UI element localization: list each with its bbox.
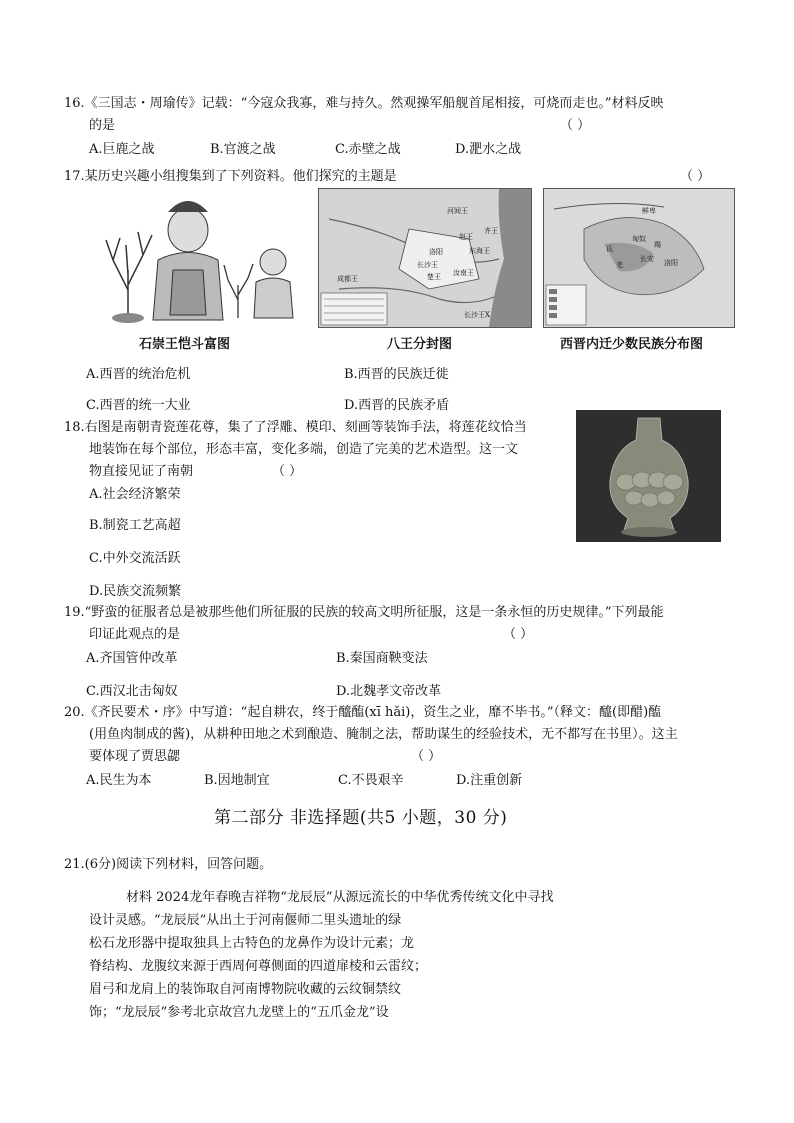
caption-eight-kings-map: 八王分封图 [387,337,453,352]
map1-label-f: 成都王 [337,275,358,283]
map1-label-g: 楚王 [427,273,441,281]
q16-answer-paren[interactable]: （ ） [560,118,591,133]
q20-option-c[interactable]: C.不畏艰辛 [338,773,404,788]
q18-option-c[interactable]: C.中外交流活跃 [89,551,181,566]
map1-label-e: 长沙王 [417,261,438,269]
q21-material-line1: 材料 2024龙年春晚吉祥物“龙辰辰”从源远流长的中华优秀传统文化中寻找 [126,890,554,905]
q21-material-line4: 脊结构、龙腹纹来源于西周何尊侧面的四道扉棱和云雷纹； [89,959,428,974]
q19-stem-line2: 印证此观点的是 [89,627,181,642]
figure-lotus-celadon-zun [576,410,721,542]
section-title-part2: 第二部分 非选择题(共5 小题，30 分) [214,808,508,828]
q16-stem-line2: 的是 [89,118,116,133]
map2-label-a: 鲜卑 [642,207,656,215]
q18-stem-line1: 18.右图是南朝青瓷莲花尊，集了了浮雕、模印、刻画等装饰手法，将莲花纹恰当 [64,420,527,435]
q20-option-d[interactable]: D.注重创新 [456,773,523,788]
q17-option-c[interactable]: C.西晋的统一大业 [86,398,191,413]
q21-stem: 21.(6分)阅读下列材料，回答问题。 [64,857,273,872]
map1-label-b: 赵王 [459,233,473,241]
map1-label-h: 汝南王 [453,269,474,277]
q21-material-line6: 饰；“龙辰辰”参考北京故宫九龙壁上的“五爪金龙”设 [89,1005,389,1020]
q19-option-d[interactable]: D.北魏孝文帝改革 [336,684,442,699]
q16-option-a[interactable]: A.巨鹿之战 [89,142,155,157]
q16-option-b[interactable]: B.官渡之战 [210,142,276,157]
q18-answer-paren[interactable]: （ ） [272,464,303,479]
map2-label-e: 羌 [616,261,623,269]
q17-option-b[interactable]: B.西晋的民族迁徙 [344,367,449,382]
q17-stem: 17.某历史兴趣小组搜集到了下列资料。他们探究的主题是 [64,169,397,184]
q20-stem-line2: (用鱼肉制成的酱)，从耕种田地之术到酿造、腌制之法，帮助谋生的经验技术，无不都写在书里）。这主 [89,727,678,742]
map1-label-i: 洛阳 [429,248,443,256]
map2-label-b: 匈奴 [632,235,646,243]
q16-option-d[interactable]: D.淝水之战 [455,142,522,157]
map2-label-g: 长安 [640,255,654,263]
map1-label-j: 长沙王X [464,311,490,319]
q16-stem-line1: 16.《三国志・周瑜传》记载：“今寇众我寡，难与持久。然观操军船舰首尾相接，可烧而走也。”材料反映 [64,96,664,111]
caption-minority-migration-map: 西晋内迁少数民族分布图 [560,337,704,352]
figure-minority-migration-map [543,188,735,328]
map1-label-a: 河间王 [447,207,468,215]
map1-label-c: 齐王 [484,227,498,235]
q17-option-d[interactable]: D.西晋的民族矛盾 [344,398,450,413]
q18-stem-line2: 地装饰在每个部位，形态丰富，变化多端，创造了完美的艺术造型。这一文 [89,442,519,457]
q20-answer-paren[interactable]: （ ） [411,749,442,764]
map2-label-f: 洛阳 [664,259,678,267]
q21-material-line2: 设计灵感。“龙辰辰”从出土于河南偃师二里头遗址的绿 [89,913,402,928]
q20-option-b[interactable]: B.因地制宜 [204,773,270,788]
q20-stem-line1: 20.《齐民要术・序》中写道：“起自耕农，终于醯醢(xī hǎi)，资生之业，靡不毕书。”（释文：醯(即醋)醢 [64,705,662,720]
lotus-vase-photo [576,410,721,542]
q20-stem-line3: 要体现了贾思勰 [89,749,181,764]
q19-option-b[interactable]: B.秦国商鞅变法 [336,651,428,666]
figure-shichong-cartoon [88,190,308,328]
q18-option-a[interactable]: A.社会经济繁荣 [89,487,181,502]
q17-option-a[interactable]: A.西晋的统治危机 [86,367,191,382]
q19-option-c[interactable]: C.西汉北击匈奴 [86,684,178,699]
map1-label-d: 东海王 [469,247,490,255]
map2-label-c: 羯 [654,241,661,249]
caption-shichong-cartoon: 石崇王恺斗富图 [139,337,231,352]
q16-option-c[interactable]: C.赤壁之战 [335,142,401,157]
q19-option-a[interactable]: A.齐国管仲改革 [86,651,178,666]
q19-stem-line1: 19.“野蛮的征服者总是被那些他们所征服的民族的较高文明所征服，这是一条永恒的历史规律。”下列最能 [64,605,664,620]
q21-material-line3: 松石龙形器中提取独具上古特色的龙鼻作为设计元素；龙 [89,936,415,951]
q21-material-line5: 眉弓和龙肩上的装饰取自河南博物院收藏的云纹铜禁纹 [89,982,402,997]
map2-label-d: 氐 [606,245,613,253]
q19-answer-paren[interactable]: （ ） [503,627,534,642]
cartoon-illustration [88,190,308,328]
q18-stem-line3: 物直接见证了南朝 [89,464,194,479]
figure-eight-kings-map [318,188,532,328]
q20-option-a[interactable]: A.民生为本 [86,773,152,788]
q17-answer-paren[interactable]: （ ） [680,169,711,184]
minority-migration-map [544,189,734,327]
q18-option-d[interactable]: D.民族交流频繁 [89,584,182,599]
q18-option-b[interactable]: B.制瓷工艺高超 [89,518,181,533]
eight-kings-map [319,189,531,327]
